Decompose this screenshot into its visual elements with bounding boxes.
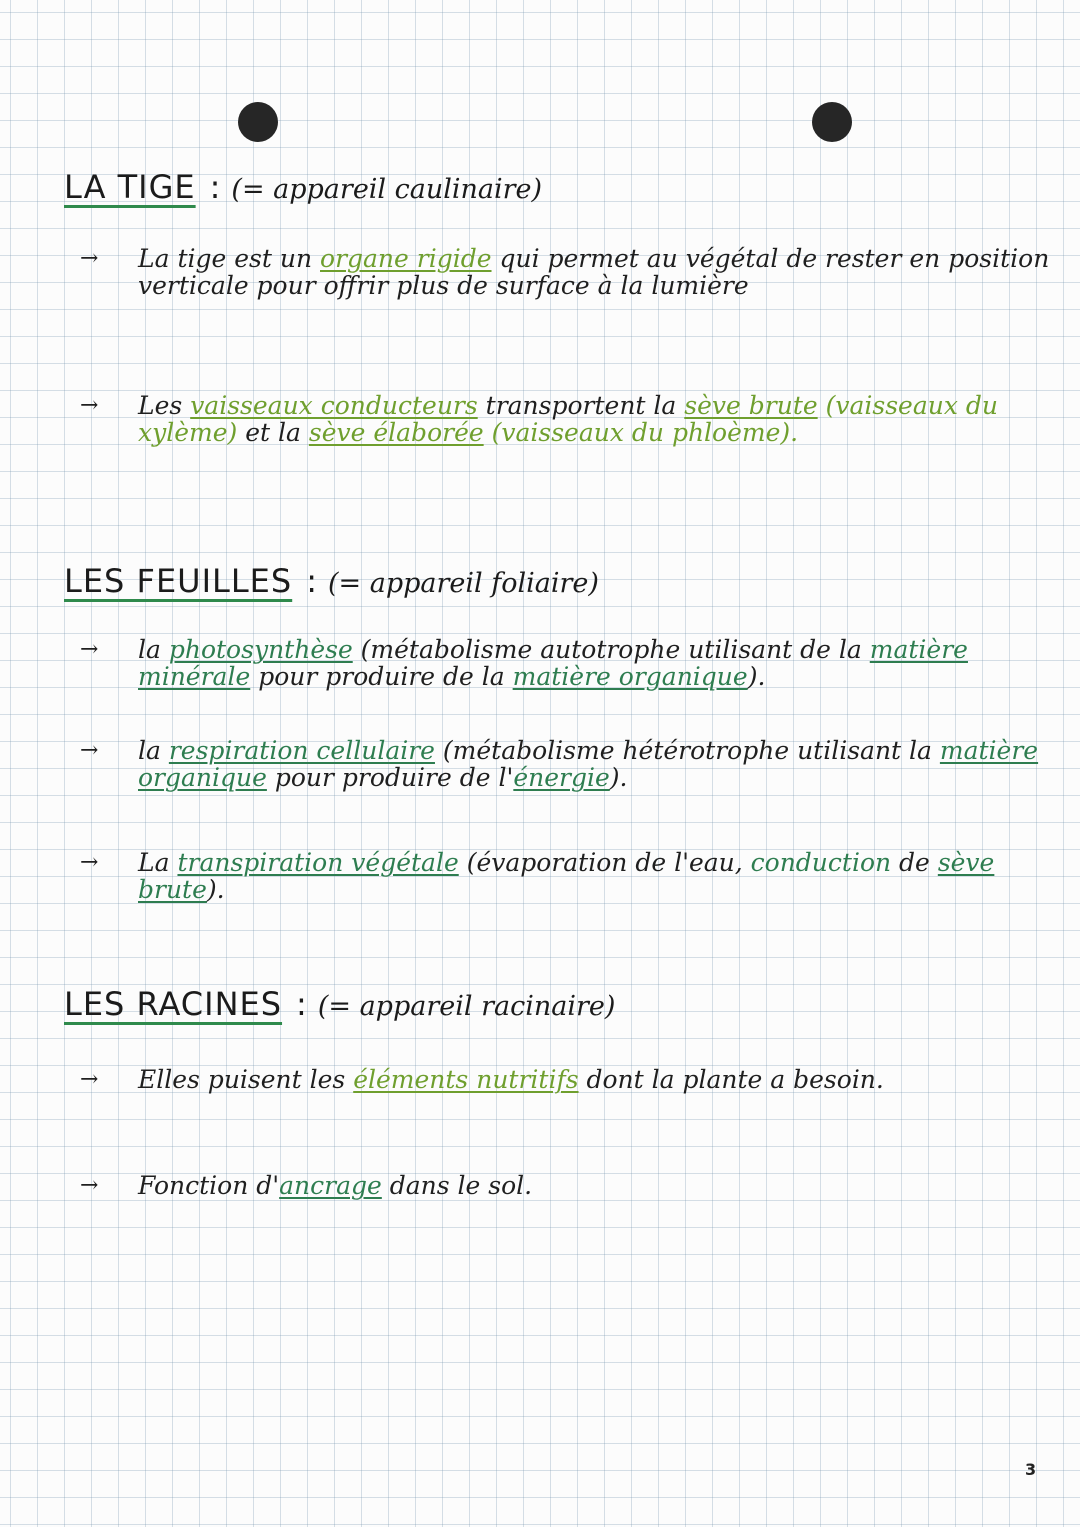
text-part: ). bbox=[206, 875, 225, 904]
highlight-term: sève élaborée bbox=[308, 418, 484, 447]
binder-hole-left bbox=[238, 102, 278, 142]
arrow-icon: → bbox=[80, 637, 99, 662]
text-part: et la bbox=[237, 418, 309, 447]
text-part: la bbox=[138, 736, 169, 765]
text-part: qui permet au végétal de rester en position verticale pour offrir plus de surface à la lumière bbox=[138, 244, 1050, 300]
text-part: (métabolisme hétérotrophe utilisant la bbox=[434, 736, 940, 765]
highlight-term: sève brute bbox=[138, 848, 995, 904]
text-part: La bbox=[138, 848, 178, 877]
text-part: de bbox=[891, 848, 938, 877]
section-subtitle: (= appareil caulinaire) bbox=[231, 174, 543, 205]
arrow-icon: → bbox=[80, 1173, 99, 1198]
bullet-racines-1 bbox=[80, 1066, 1060, 1093]
bullet-feuilles-3 bbox=[80, 849, 1060, 903]
text-part: dont la plante a besoin. bbox=[578, 1065, 884, 1094]
bullet-text bbox=[138, 636, 1060, 690]
highlight-term: matière organique bbox=[512, 662, 748, 691]
text-part: pour produire de la bbox=[250, 662, 513, 691]
text-part: Elles puisent les bbox=[138, 1065, 354, 1094]
section-heading: LA TIGE bbox=[64, 168, 196, 206]
highlight-term: photosynthèse bbox=[168, 635, 353, 664]
bullet-text bbox=[138, 245, 1060, 299]
section-heading: LES FEUILLES bbox=[64, 562, 293, 600]
highlight-term: éléments nutritifs bbox=[353, 1065, 579, 1094]
binder-hole-right bbox=[812, 102, 852, 142]
highlight-term: respiration cellulaire bbox=[168, 736, 435, 765]
text-part: ). bbox=[609, 763, 628, 792]
text-part: Les bbox=[138, 391, 191, 420]
text-part: La tige est un bbox=[138, 244, 321, 273]
section-title-tige: LA TIGE : (= appareil caulinaire) bbox=[64, 168, 543, 206]
text-part: (évaporation de l'eau, bbox=[458, 848, 751, 877]
highlight-term: transpiration végétale bbox=[177, 848, 459, 877]
text-part: ). bbox=[747, 662, 766, 691]
highlight-term: organe rigide bbox=[320, 244, 492, 273]
section-heading: LES RACINES bbox=[64, 985, 283, 1023]
page-number: 3 bbox=[1025, 1460, 1037, 1479]
bullet-tige-2 bbox=[80, 392, 1060, 446]
bullet-feuilles-2 bbox=[80, 737, 1060, 791]
highlight-term: énergie bbox=[513, 763, 610, 792]
section-subtitle: (= appareil foliaire) bbox=[327, 568, 599, 599]
highlight-term: vaisseaux conducteurs bbox=[190, 391, 478, 420]
bullet-tige-1 bbox=[80, 245, 1060, 299]
text-part: la bbox=[138, 635, 169, 664]
arrow-icon: → bbox=[80, 738, 99, 763]
green-note: (vaisseaux du phloème). bbox=[483, 418, 799, 447]
section-title-feuilles: LES FEUILLES : (= appareil foliaire) bbox=[64, 562, 599, 600]
highlight-term: ancrage bbox=[279, 1171, 382, 1200]
arrow-icon: → bbox=[80, 246, 99, 271]
text-part: pour produire de l' bbox=[266, 763, 514, 792]
highlight-term: matière minérale bbox=[138, 635, 968, 691]
section-title-racines: LES RACINES : (= appareil racinaire) bbox=[64, 985, 616, 1023]
text-part: Fonction d' bbox=[138, 1171, 280, 1200]
text-part: dans le sol. bbox=[381, 1171, 533, 1200]
arrow-icon: → bbox=[80, 850, 99, 875]
green-note: conduction bbox=[750, 848, 892, 877]
bullet-text bbox=[138, 392, 1060, 446]
highlight-term: matière organique bbox=[138, 736, 1039, 792]
bullet-text bbox=[138, 1172, 1060, 1199]
bullet-feuilles-1 bbox=[80, 636, 1060, 690]
bullet-text bbox=[138, 737, 1060, 791]
section-subtitle: (= appareil racinaire) bbox=[317, 991, 616, 1022]
text-part: (métabolisme autotrophe utilisant de la bbox=[352, 635, 870, 664]
arrow-icon: → bbox=[80, 1067, 99, 1092]
arrow-icon: → bbox=[80, 393, 99, 418]
bullet-text bbox=[138, 1066, 1060, 1093]
highlight-term: sève brute bbox=[684, 391, 818, 420]
text-part: transportent la bbox=[477, 391, 685, 420]
bullet-racines-2 bbox=[80, 1172, 1060, 1199]
green-note: (vaisseaux du xylème) bbox=[138, 391, 999, 447]
bullet-text bbox=[138, 849, 1060, 903]
